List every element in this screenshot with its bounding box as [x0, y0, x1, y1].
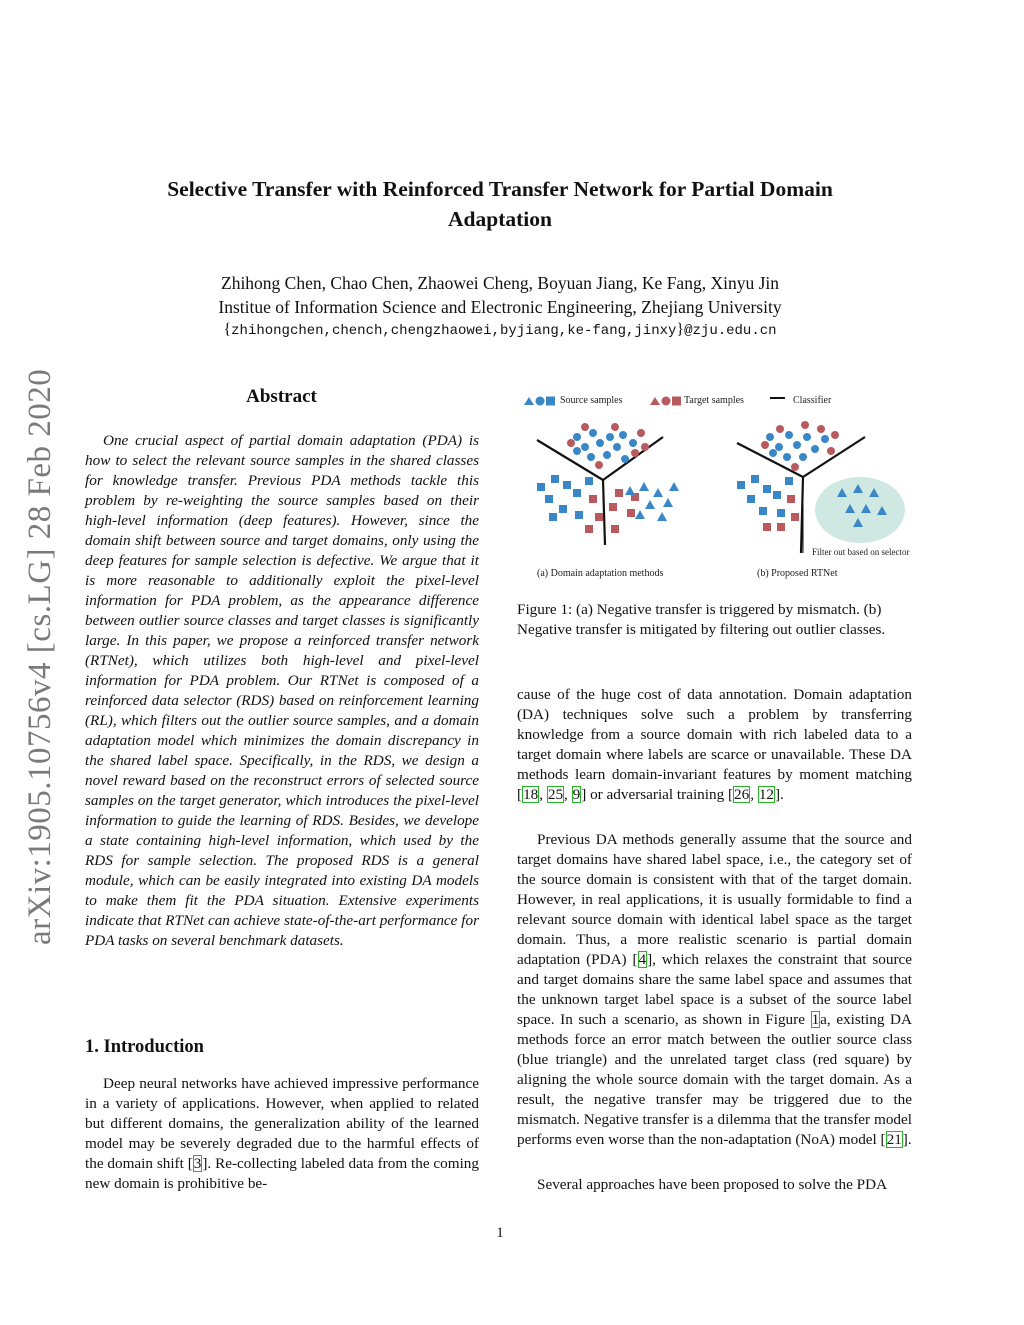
legend-target-label: Target samples [684, 395, 744, 406]
legend-target-circle-icon [662, 397, 671, 406]
citation-link-25[interactable]: 25 [547, 786, 564, 803]
citation-link-12[interactable]: 12 [758, 786, 774, 803]
panel-a-source-circles [573, 429, 637, 463]
affiliation: Institue of Information Science and Electronic Engineering, Zhejiang University [218, 297, 782, 317]
legend-source-label: Source samples [560, 395, 623, 406]
title-line-1: Selective Transfer with Reinforced Transfer Network for Partial Domain [167, 177, 833, 201]
email-list: zhihongchen,chench,chengzhaowei,byjiang,ke-fang,jinxy [231, 323, 677, 339]
legend-classifier-label: Classifier [793, 395, 832, 406]
right-p2-text-b: ], which relaxes the constraint that source and target domains share the same label space and assumes that the unknown target label space is a subset of the source label space. In such a scenario, as shown in Figure [517, 951, 912, 1028]
legend-source-circle-icon [536, 397, 545, 406]
figure-legend [524, 395, 832, 406]
arxiv-identifier-stamp: arXiv:1905.10756v4 [cs.LG] 28 Feb 2020 [22, 368, 58, 945]
figure-1 [515, 385, 920, 585]
panel-b-scatter [737, 421, 909, 579]
intro-text-b: ]. Re-collecting labeled data from the coming new domain is prohibitive be- [85, 1155, 479, 1192]
citation-link-21[interactable]: 21 [886, 1131, 902, 1148]
abstract-text: One crucial aspect of partial domain adaptation (PDA) is how to select the relevant source samples in the shared classes for knowledge transfer. Previous PDA methods tackle this problem by re-weighting the source samples based on their high-level information (deep features). However, since the domain shift between source and target domains, only using the deep features for sample selection is defective. We argue that it is more reasonable to additionally exploit the pixel-level information for PDA problem, as the appearance difference between outlier source classes and target classes is significantly large. In this paper, we propose a reinforced transfer network (RTNet), which utilizes both high-level and pixel-level information for PDA problem. Our RTNet is composed of a reinforced data selector (RDS) based on reinforcement learning (RL), which filters out the outlier source samples, and a domain adaptation model which minimizes the domain discrepancy in the shared label space. Specifically, in the RDS, we design a novel reward based on the reconstruct errors of selected source samples on the target generator, which introduces the pixel-level information to guide the learning of RDS. Besides, we develope a state containing high-level information, which used by the RDS for sample selection. The proposed RDS is a general module, which can be easily integrated into existing DA models to make them fit the PDA situation. Extensive experiments indicate that RTNet can achieve state-of-the-art performance for PDA tasks on several benchmark datasets. [85, 432, 479, 949]
right-p2-text-a: Previous DA methods generally assume that the source and target domains have shared label space, i.e., the category set of the source domain is consistent with that of the target domain. However, in real applications, it is usually formidable to find a relevant source domain with identical label space as the target domain. Thus, a more realistic scenario is partial domain adaptation (PDA) [ [517, 831, 912, 968]
introduction-paragraph-1 [85, 1074, 479, 1194]
citation-separator: , [539, 786, 547, 803]
citation-link-4[interactable]: 4 [638, 951, 647, 968]
right-p2-text-c: a, existing DA methods force an error match between the outlier source class (blue triangle) and the unrelated target class (red square) by aligning the whole source domain with the target domain. As a result, the negative transfer may be triggered due to the mismatch. Negative transfer is a dilemma that the transfer model performs even worse than the non-adaptation (NoA) model [ [517, 1011, 912, 1148]
legend-source-triangle-icon [524, 397, 534, 405]
legend-target-triangle-icon [650, 397, 660, 405]
citation-separator: , [564, 786, 572, 803]
email-close-brace: } [676, 321, 685, 338]
legend-source-square-icon [546, 397, 555, 406]
panel-b-source-circles [766, 431, 829, 461]
figure-1-caption: Figure 1: (a) Negative transfer is triggered by mismatch. (b) Negative transfer is mitigated by filtering out outlier classes. [517, 601, 886, 638]
introduction-paragraph-2 [517, 685, 912, 805]
introduction-paragraph-3 [517, 830, 912, 1150]
abstract-heading: Abstract [246, 386, 317, 407]
right-p1-text-b: ] or adversarial training [ [581, 786, 734, 803]
right-p2-text-d: ]. [902, 1131, 912, 1148]
subfigure-b-label: (b) Proposed RTNet [757, 568, 838, 579]
introduction-paragraph-4: Several approaches have been proposed to solve the PDA [537, 1176, 888, 1193]
author-block [100, 271, 900, 319]
introduction-heading: 1. Introduction [85, 1037, 204, 1057]
panel-a-source-squares [537, 475, 593, 521]
citation-link-9[interactable]: 9 [572, 786, 581, 803]
email-domain: @zju.edu.cn [684, 323, 777, 339]
citation-link-26[interactable]: 26 [734, 786, 750, 803]
right-p1-text-c: ]. [775, 786, 784, 803]
author-names: Zhihong Chen, Chao Chen, Zhaowei Cheng, Boyuan Jiang, Ke Fang, Xinyu Jin [221, 273, 779, 293]
filter-out-label: Filter out based on selector [812, 547, 910, 557]
title-line-2: Adaptation [448, 207, 552, 231]
panel-a-target-circles [567, 423, 649, 469]
intro-text-a: Deep neural networks have achieved impressive performance in a variety of applications. However, when applied to related but different domains, the generalization ability of the learned model may be severely degraded due to the harmful effects of the domain shift [ [85, 1075, 479, 1172]
author-emails [100, 321, 900, 339]
paper-title [100, 174, 900, 234]
panel-b-source-squares [737, 475, 793, 517]
figure-1-reference-link[interactable]: 1 [811, 1011, 820, 1028]
email-open-brace: { [223, 321, 232, 338]
legend-target-square-icon [672, 397, 681, 406]
citation-link-3[interactable]: 3 [193, 1155, 202, 1172]
citation-separator: , [750, 786, 758, 803]
right-p1-text-a: cause of the huge cost of data annotation. Domain adaptation (DA) techniques solve such a problem by transferring knowledge from a source domain with rich labeled data to a target domain where labels are scarce or unavailable. These DA methods learn domain-invariant features by moment matching [ [517, 686, 912, 803]
panel-a-target-squares [585, 489, 639, 533]
panel-a-scatter [537, 423, 679, 579]
citation-link-18[interactable]: 18 [523, 786, 539, 803]
page-number: 1 [496, 1225, 504, 1241]
filtered-outlier-region [815, 477, 905, 543]
subfigure-a-label: (a) Domain adaptation methods [537, 568, 664, 579]
